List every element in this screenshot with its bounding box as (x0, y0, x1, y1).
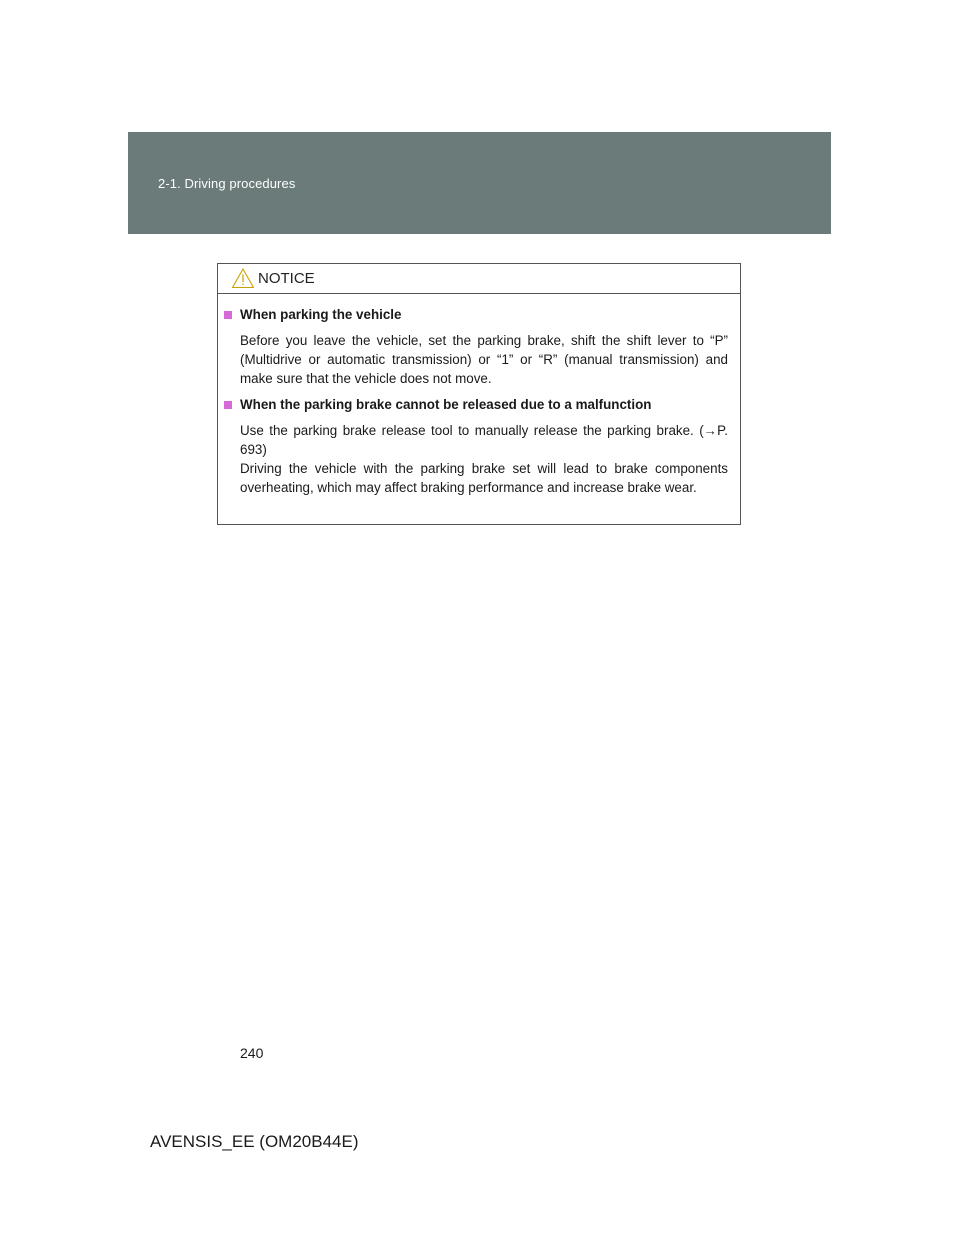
notice-header (218, 264, 740, 294)
notice-item-heading: When the parking brake cannot be released due to a malfunction (223, 396, 740, 414)
notice-box (217, 263, 741, 525)
header-band (128, 132, 831, 234)
paragraph: Driving the vehicle with the parking brake set will lead to brake components overheating, which may affect braking performance and increase brake wear. (240, 461, 728, 495)
document-code: AVENSIS_EE (OM20B44E) (150, 1132, 359, 1151)
warning-triangle-icon (231, 267, 255, 289)
square-bullet-icon (224, 401, 232, 409)
page-number: 240 (240, 1045, 264, 1061)
notice-body (218, 294, 740, 497)
notice-item-heading: When parking the vehicle (223, 306, 740, 324)
paragraph: Before you leave the vehicle, set the parking brake, shift the shift lever to “P” (Multidrive or automatic transmission) or “1” or “R” (manual transmission) and make sure that the vehicle does not move. (240, 333, 728, 386)
notice-label: NOTICE (258, 270, 315, 287)
section-title: 2-1. Driving procedures (158, 176, 296, 191)
paragraph: Use the parking brake release tool to manually release the parking brake. (→P. 693) (240, 423, 728, 457)
notice-item (218, 396, 740, 497)
notice-item-text (240, 421, 728, 497)
notice-item-text (240, 331, 728, 388)
square-bullet-icon (224, 311, 232, 319)
notice-item (218, 306, 740, 388)
